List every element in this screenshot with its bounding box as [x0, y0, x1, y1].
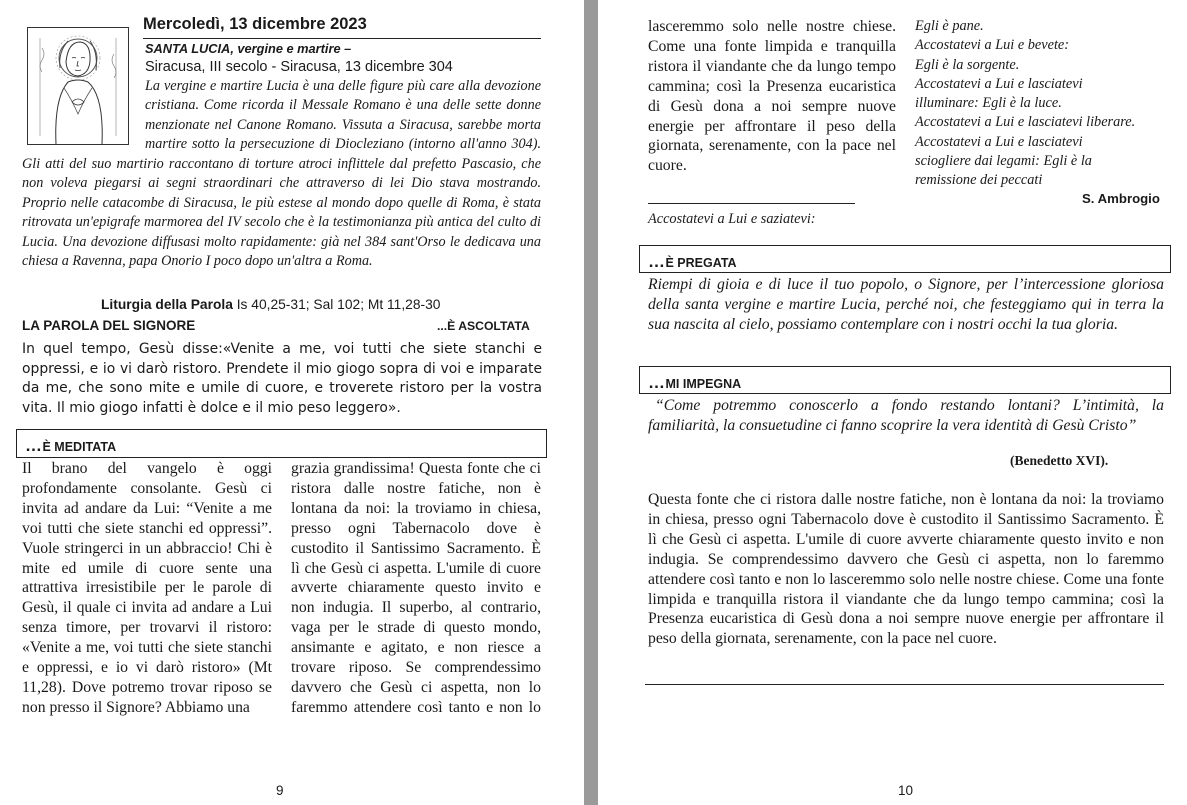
- page-gutter: [584, 0, 598, 805]
- ambrogio-line: Accostatevi a Lui e lasciatevi: [915, 133, 1083, 150]
- meditata-dots: …: [25, 436, 43, 455]
- ambrogio-line: Accostatevi a Lui e lasciatevi: [915, 75, 1083, 92]
- quote-author-period: .: [1104, 453, 1109, 468]
- prayer-text: Riempi di gioia e di luce il tuo popolo, o Signore, per l’intercessione gloriosa della santa vergine e martire Lucia, perché noi, che festeggiamo qui in terra la sua nascita al cielo, possiamo contemplare con i nostri occhi la tua gloria.: [648, 276, 1164, 333]
- page-10: [598, 0, 1187, 805]
- benedetto-quote: “Come potremmo conoscerlo a fondo restando lontani? L’intimità, la familiarità, la consuetudine ci fanno scoprire la vera identità di Gesù Cristo”: [648, 397, 1164, 434]
- quote-author-name: (Benedetto XVI): [1010, 453, 1105, 468]
- liturgy-label: Liturgia della Parola: [101, 297, 233, 312]
- ambrogio-lead-line: Accostatevi a Lui e saziatevi:: [648, 211, 816, 227]
- page-number-10: 10: [898, 783, 914, 798]
- saint-place-dates: Siracusa, III secolo - Siracusa, 13 dicembre 304: [145, 59, 453, 75]
- ambrogio-line: sciogliere dai legami: Egli è la: [915, 153, 1092, 170]
- pregata-section-box: [639, 245, 1171, 273]
- date-heading: Mercoledì, 13 dicembre 2023: [143, 15, 367, 33]
- liturgy-readings: Is 40,25-31; Sal 102; Mt 11,28-30: [232, 297, 441, 312]
- ambrogio-separator: [648, 203, 855, 204]
- ambrogio-line: remissione dei peccati: [915, 172, 1043, 189]
- saint-title: [145, 41, 351, 56]
- impegna-section-box: [639, 366, 1171, 394]
- pregata-label: È PREGATA: [665, 256, 737, 270]
- meditation-column-1: Il brano del vangelo è oggi profondamente consolante. Gesù ci invita ad andare da Lui: “Venite a me voi tutti che siete stanchi ed oppressi”. Vuole stringerci in un abbraccio! Chi è mite ed umile di cuore sente una attrattiva irresistibile per le parole di Gesù, il quale ci invita ad andare a Lui senza timore, per trovarvi il ristoro: «Venite a me, voi tutti che siete stanchi e oppressi, e io vi darò ristoro» (Mt 11,28). Dove potremo trovar riposo se non presso il Signore? Abbiamo una: [22, 460, 272, 716]
- page-number-9: 9: [276, 783, 284, 798]
- pregata-dots: …: [648, 252, 666, 271]
- meditation-column-2: grazia grandissima! Questa fonte che ci ristora dalle nostre fatiche, non è lontana da noi: la troviamo in chiesa, presso ogni Tabernacolo dove è custodito il Santissimo Sacramento. È lì che Gesù ci aspetta. L'umile di cuore avverte chiaramente questo invito e non indugia. Il superbo, al contrario, vaga per le strade di questo mondo, ansimante e agitato, e non riesce a trovare riposo. Se comprendessimo davvero che Gesù ci aspetta, non lo faremmo attendere così tanto e non lo: [291, 460, 541, 716]
- gospel-text: In quel tempo, Gesù disse:«Venite a me, voi tutti che siete stanchi e oppressi, e io vi darò ristoro. Prendete il mio giogo sopra di voi e imparate da me, che sono mite e umile di cuore, e troverete ristoro per la vostra vita. Il mio giogo infatti è dolce e il mio peso leggero».: [22, 341, 542, 416]
- date-underline: [143, 38, 541, 39]
- saint-name: SANTA LUCIA: [145, 41, 231, 56]
- liturgy-line: [101, 297, 440, 312]
- meditata-section-box: [16, 429, 547, 458]
- impegna-dots: …: [648, 373, 666, 392]
- page-9: [0, 0, 584, 805]
- quote-author: [1010, 453, 1108, 469]
- saint-subtitle: , vergine e martire –: [230, 41, 352, 56]
- ambrogio-text: [915, 17, 1170, 191]
- meditata-label: È MEDITATA: [42, 440, 117, 454]
- ambrogio-line: Accostatevi a Lui e bevete:: [915, 37, 1070, 54]
- continuation-text: lasceremmo solo nelle nostre chiese. Come una fonte limpida e tranquilla ristora il viandante che da lungo tempo cammina; così la Presenza eucaristica di Gesù dona a noi sempre nuove energie per affrontare il peso della giornata, serenamente, con la pace nel cuore.: [648, 18, 896, 175]
- parola-heading: LA PAROLA DEL SIGNORE: [22, 318, 196, 333]
- bottom-rule: [645, 684, 1164, 685]
- ambrogio-line: Accostatevi a Lui e lasciatevi liberare.: [915, 114, 1136, 131]
- reflection-text: Questa fonte che ci ristora dalle nostre fatiche, non è lontana da noi: la troviamo in chiesa, presso ogni Tabernacolo dove è custodito il Santissimo Sacramento. È lì che Gesù ci aspetta. L'umile di cuore avverte chiaramente questo invito e non indugia. Se comprendessimo davvero che Gesù ci aspetta, non lo faremmo attendere così tanto e non lo lasceremmo solo nelle nostre chiese. Come una fonte limpida e tranquilla ristora il viandante che da lungo tempo cammina; così la Presenza eucaristica di Gesù dona a noi sempre nuove energie per affrontare il peso della giornata, serenamente, con la pace nel cuore.: [648, 491, 1164, 648]
- impegna-label: MI IMPEGNA: [665, 377, 742, 391]
- ambrogio-line: Egli è pane.: [915, 18, 984, 34]
- ascoltata-heading: ...È ASCOLTATA: [437, 319, 530, 333]
- image-float-spacer: [22, 77, 145, 149]
- ambrogio-line: Egli è la sorgente.: [915, 56, 1020, 73]
- biography-text: La vergine e martire Lucia è una delle figure più care alla devozione cristiana. Come ricorda il Messale Romano è una delle sette donne menzionate nel Canone Romano. Vissuta a Siracusa, sarebbe morta martire sotto la persecuzione di Diocleziano (intorno all'anno 304). Gli atti del suo martirio raccontano di torture atroci inflittele dal prefetto Pascasio, che non voleva piegarsi ai segni straordinari che attraverso di lei Dio stava mostrando. Proprio nelle catacombe di Siracusa, le più estese al mondo dopo quelle di Roma, è stata ritrovata un'epigrafe marmorea del IV secolo che è la testimonianza più antica del culto di Lucia. Una devozione diffusasi molto rapidamente: già nel 384 sant'Orso le dedicava una chiesa a Ravenna, papa Onorio I poco dopo un'altra a Roma.: [22, 78, 541, 270]
- saint-biography: [22, 77, 541, 272]
- ambrogio-author: S. Ambrogio: [1082, 191, 1160, 206]
- ambrogio-line: illuminare: Egli è la luce.: [915, 95, 1062, 112]
